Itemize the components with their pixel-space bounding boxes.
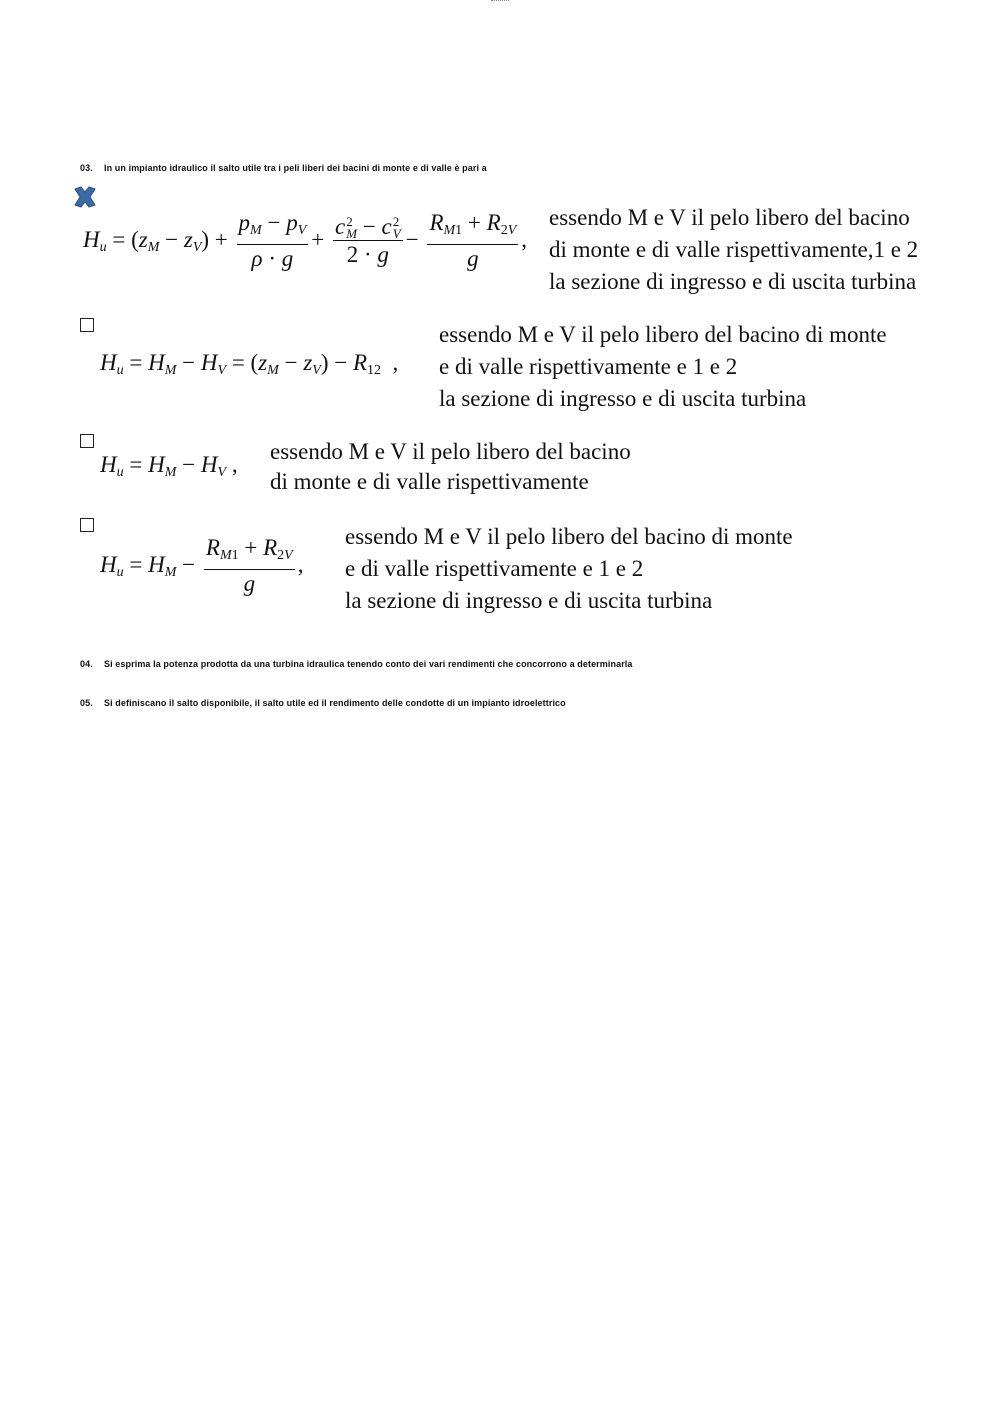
question-text: Si esprima la potenza prodotta da una turbina idraulica tenendo conto dei vari rendimenti che concorrono a determinarla bbox=[104, 659, 633, 669]
checkbox-option-4[interactable] bbox=[80, 518, 94, 532]
description-line: essendo M e V il pelo libero del bacino bbox=[270, 439, 631, 464]
description-line: di monte e di valle rispettivamente bbox=[270, 469, 589, 494]
question-text: In un impianto idraulico il salto utile tra i peli liberi dei bacini di monte e di valle è pari a bbox=[104, 163, 487, 173]
description-line: essendo M e V il pelo libero del bacino di monte bbox=[439, 322, 887, 347]
description-option-3 bbox=[270, 437, 631, 497]
header-rule bbox=[491, 0, 509, 2]
checkbox-option-2[interactable] bbox=[80, 318, 94, 332]
description-line: essendo M e V il pelo libero del bacino bbox=[549, 205, 910, 230]
question-number: 04. bbox=[80, 659, 93, 669]
formula-option-1: $H_u = (z_M - z_V)$ + $\frac{p_M - p_V}{\rho \cdot g}$ + c2 M − c2 V 2 · g − $\frac{R_{M1} + R_{2V}}{g}$ , bbox=[83, 210, 528, 271]
description-line: la sezione di ingresso e di uscita turbina bbox=[549, 269, 917, 294]
question-03 bbox=[80, 163, 487, 173]
formula-option-4: $H_u = H_M$ − $\frac{R_{M1} + R_{2V}}{g}$ , bbox=[100, 535, 304, 596]
selected-x-icon[interactable] bbox=[72, 186, 98, 208]
question-number: 05. bbox=[80, 698, 93, 708]
question-text: Si definiscano il salto disponibile, il salto utile ed il rendimento delle condotte di un impianto idroelettrico bbox=[104, 698, 566, 708]
description-line: la sezione di ingresso e di uscita turbina bbox=[439, 386, 807, 411]
description-option-4 bbox=[345, 521, 793, 617]
description-line: e di valle rispettivamente e 1 e 2 bbox=[439, 354, 738, 379]
description-line: di monte e di valle rispettivamente,1 e 2 bbox=[549, 237, 919, 262]
description-line: e di valle rispettivamente e 1 e 2 bbox=[345, 556, 644, 581]
question-04 bbox=[80, 659, 633, 669]
description-line: essendo M e V il pelo libero del bacino di monte bbox=[345, 524, 793, 549]
formula-option-3: $H_u = H_M - H_V$ , bbox=[100, 452, 238, 480]
checkbox-option-3[interactable] bbox=[80, 434, 94, 448]
question-number: 03. bbox=[80, 163, 93, 173]
description-line: la sezione di ingresso e di uscita turbina bbox=[345, 588, 713, 613]
description-option-2 bbox=[439, 319, 887, 415]
description-option-1 bbox=[549, 202, 918, 298]
question-05 bbox=[80, 698, 566, 708]
formula-option-2: $H_u = H_M - H_V = (z_M - z_V) - R_{12}$ , bbox=[100, 350, 399, 378]
